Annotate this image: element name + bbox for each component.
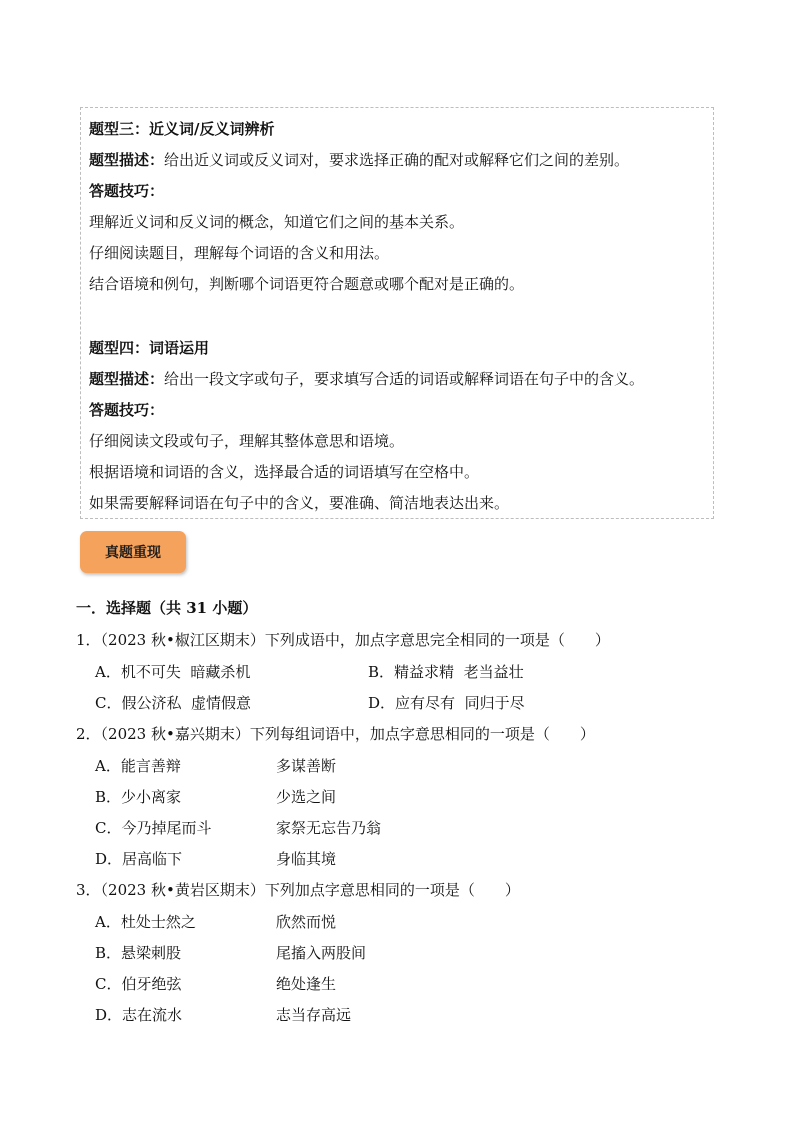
q2-option-b[interactable] xyxy=(95,787,181,807)
question-2-stem: 2．（2023 秋•嘉兴期末）下列每组词语中，加点字意思相同的一项是（ ） xyxy=(76,725,595,743)
q1-option-c[interactable] xyxy=(95,693,251,713)
option-word-1: 伯牙绝弦 xyxy=(121,975,182,993)
type3-desc-text: 给出近义词或反义词对，要求选择正确的配对或解释它们之间的差别。 xyxy=(164,151,630,169)
type3-desc-label: 题型描述： xyxy=(89,151,165,169)
option-label: D． xyxy=(95,1006,123,1024)
type3-skill-1: 理解近义词和反义词的概念，知道它们之间的基本关系。 xyxy=(89,213,465,231)
option-label: B． xyxy=(95,788,122,806)
q3-option-c[interactable] xyxy=(95,974,182,994)
option-word-1: 应有尽有 xyxy=(395,694,456,712)
option-word-1: 杜处士然之 xyxy=(120,913,196,931)
option-label: D． xyxy=(368,694,396,712)
q2-option-a[interactable] xyxy=(95,756,181,776)
q3-option-d[interactable] xyxy=(95,1005,182,1025)
type3-title: 题型三：近义词/反义词辨析 xyxy=(89,120,275,138)
type4-title: 题型四：词语运用 xyxy=(89,339,210,357)
option-word-1: 居高临下 xyxy=(122,850,183,868)
option-word-2: 同归于尽 xyxy=(464,694,525,712)
option-label: A． xyxy=(95,913,121,931)
option-label: D． xyxy=(95,850,123,868)
type4-description xyxy=(89,369,644,389)
type4-skill-2: 根据语境和词语的含义，选择最合适的词语填写在空格中。 xyxy=(89,463,480,481)
type3-skill-label: 答题技巧： xyxy=(89,182,165,200)
question-3-stem: 3．（2023 秋•黄岩区期末）下列加点字意思相同的一项是（ ） xyxy=(76,881,520,899)
type4-skill-label: 答题技巧： xyxy=(89,401,165,419)
option-word-1: 悬梁刺股 xyxy=(121,944,182,962)
option-label: B． xyxy=(368,663,395,681)
option-word-1: 精益求精 xyxy=(394,663,455,681)
option-label: C． xyxy=(95,819,122,837)
option-word-1: 少小离家 xyxy=(121,788,182,806)
q1-option-d[interactable] xyxy=(368,693,525,713)
type4-skill-3: 如果需要解释词语在句子中的含义，要准确、简洁地表达出来。 xyxy=(89,494,510,512)
q3-option-a-pair: 欣然而悦 xyxy=(276,913,337,931)
option-word-1: 机不可失 xyxy=(120,663,181,681)
option-label: B． xyxy=(95,944,122,962)
option-label: A． xyxy=(95,757,121,775)
type3-skill-2: 仔细阅读题目，理解每个词语的含义和用法。 xyxy=(89,244,390,262)
type4-skill-1: 仔细阅读文段或句子，理解其整体意思和语境。 xyxy=(89,432,405,450)
q2-option-b-pair: 少选之间 xyxy=(276,788,337,806)
q1-option-b[interactable] xyxy=(368,662,524,682)
q2-option-d-pair: 身临其境 xyxy=(276,850,337,868)
option-label: C． xyxy=(95,975,122,993)
option-word-1: 假公济私 xyxy=(121,694,182,712)
type4-desc-text: 给出一段文字或句子，要求填写合适的词语或解释词语在句子中的含义。 xyxy=(164,370,645,388)
q3-option-a[interactable] xyxy=(95,912,196,932)
q3-option-d-pair: 志当存高远 xyxy=(276,1006,352,1024)
type3-skill-3: 结合语境和例句，判断哪个词语更符合题意或哪个配对是正确的。 xyxy=(89,275,525,293)
q3-option-c-pair: 绝处逢生 xyxy=(276,975,337,993)
q2-option-c-pair: 家祭无忘告乃翁 xyxy=(276,819,382,837)
type4-desc-label: 题型描述： xyxy=(89,370,165,388)
q2-option-c[interactable] xyxy=(95,818,212,838)
option-word-2: 老当益壮 xyxy=(463,663,524,681)
section-heading: 一．选择题（共 31 小题） xyxy=(76,599,258,617)
type3-description xyxy=(89,150,629,170)
option-label: C． xyxy=(95,694,122,712)
q3-option-b-pair: 尾搐入两股间 xyxy=(276,944,367,962)
option-word-2: 虚情假意 xyxy=(191,694,252,712)
option-label: A． xyxy=(95,663,121,681)
section-badge: 真题重现 xyxy=(80,531,186,573)
question-1-stem: 1．（2023 秋•椒江区期末）下列成语中，加点字意思完全相同的一项是（ ） xyxy=(76,631,610,649)
option-word-1: 今乃掉尾而斗 xyxy=(121,819,212,837)
q1-option-a[interactable] xyxy=(95,662,250,682)
option-word-1: 志在流水 xyxy=(122,1006,183,1024)
q2-option-d[interactable] xyxy=(95,849,182,869)
option-word-1: 能言善辩 xyxy=(120,757,181,775)
option-word-2: 暗藏杀机 xyxy=(190,663,251,681)
q3-option-b[interactable] xyxy=(95,943,181,963)
q2-option-a-pair: 多谋善断 xyxy=(276,757,337,775)
